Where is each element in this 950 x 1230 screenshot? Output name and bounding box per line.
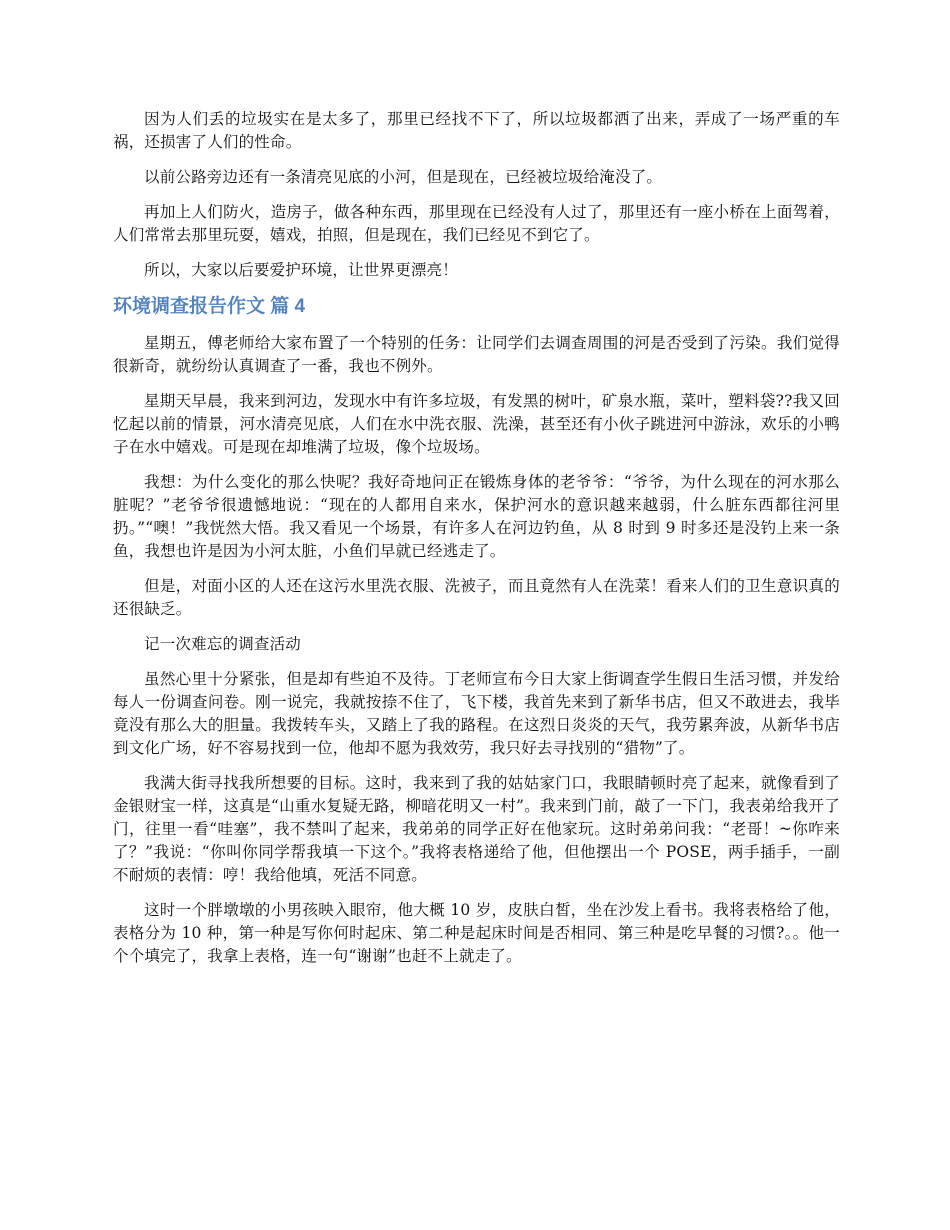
paragraph: 所以，大家以后要爱护环境，让世界更漂亮！ (144, 261, 459, 279)
paragraph: 但是，对面小区的人还在这污水里洗衣服、洗被子，而且竟然有人在洗菜！看来人们的卫生意识真的还很缺乏。 (113, 577, 840, 618)
paragraph: 星期天早晨，我来到河边，发现水中有许多垃圾，有发黑的树叶，矿泉水瓶，菜叶，塑料袋??我又回忆起以前的情景，河水清亮见底，人们在水中洗衣服、洗澡，甚至还有小伙子跳进河中游泳，欢乐的小鸭子在水中嬉戏。可是现在却堆满了垃圾，像个垃圾场。 (113, 392, 840, 456)
paragraph: 这时一个胖墩墩的小男孩映入眼帘，他大概 10 岁，皮肤白皙，坐在沙发上看书。我将表格给了他，表格分为 10 种，第一种是写你何时起床、第二种是起床时间是否相同、第三种是吃早餐的习惯?。。他一个个填完了，我拿上表格，连一句“谢谢”也赶不上就走了。 (113, 901, 840, 965)
subtitle-line: 记一次难忘的调查活动 (144, 635, 302, 653)
paragraph: 因为人们丢的垃圾实在是太多了，那里已经找不下了，所以垃圾都洒了出来，弄成了一场严重的车祸，还损害了人们的性命。 (113, 110, 840, 151)
paragraph: 星期五，傅老师给大家布置了一个特别的任务：让同学们去调查周围的河是否受到了污染。我们觉得很新奇，就纷纷认真调查了一番，我也不例外。 (113, 334, 840, 375)
paragraph: 我想：为什么变化的那么快呢？我好奇地问正在锻炼身体的老爷爷：“爷爷，为什么现在的河水那么脏呢？”老爷爷很遗憾地说：“现在的人都用自来水，保护河水的意识越来越弱，什么脏东西都往河里扔。”“噢！”我恍然大悟。我又看见一个场景，有许多人在河边钓鱼，从 8 时到 9 时多还是没钓上来一条鱼，我想也许是因为小河太脏，小鱼们早就已经逃走了。 (113, 473, 840, 560)
paragraph: 虽然心里十分紧张，但是却有些迫不及待。丁老师宣布今日大家上街调查学生假日生活习惯，并发给每人一份调查问卷。刚一说完，我就按捺不住了，飞下楼，我首先来到了新华书店，但又不敢进去，我毕竟没有那么大的胆量。我拨转车头，又踏上了我的路程。在这烈日炎炎的天气，我劳累奔波，从新华书店到文化广场，好不容易找到一位，他却不愿为我效劳，我只好去寻找别的“猎物”了。 (113, 670, 840, 757)
paragraph: 我满大街寻找我所想要的目标。这时，我来到了我的姑姑家门口，我眼睛顿时亮了起来，就像看到了金银财宝一样，这真是“山重水复疑无路，柳暗花明又一村”。我来到门前，敲了一下门，我表弟给我开了门，往里一看“哇塞”，我不禁叫了起来，我弟弟的同学正好在他家玩。这时弟弟问我：“老哥！~你咋来了？”我说：“你叫你同学帮我填一下这个。”我将表格递给了他，但他摆出一个 POSE，两手插手，一副不耐烦的表情：哼！我给他填，死活不同意。 (113, 774, 840, 884)
section-heading: 环境调查报告作文 篇 4 (113, 296, 306, 317)
paragraph: 以前公路旁边还有一条清亮见底的小河，但是现在，已经被垃圾给淹没了。 (144, 168, 663, 186)
document-page (113, 108, 840, 980)
paragraph: 再加上人们防火，造房子，做各种东西，那里现在已经没有人过了，那里还有一座小桥在上面驾着，人们常常去那里玩耍，嬉戏，拍照，但是现在，我们已经见不到它了。 (113, 203, 840, 244)
